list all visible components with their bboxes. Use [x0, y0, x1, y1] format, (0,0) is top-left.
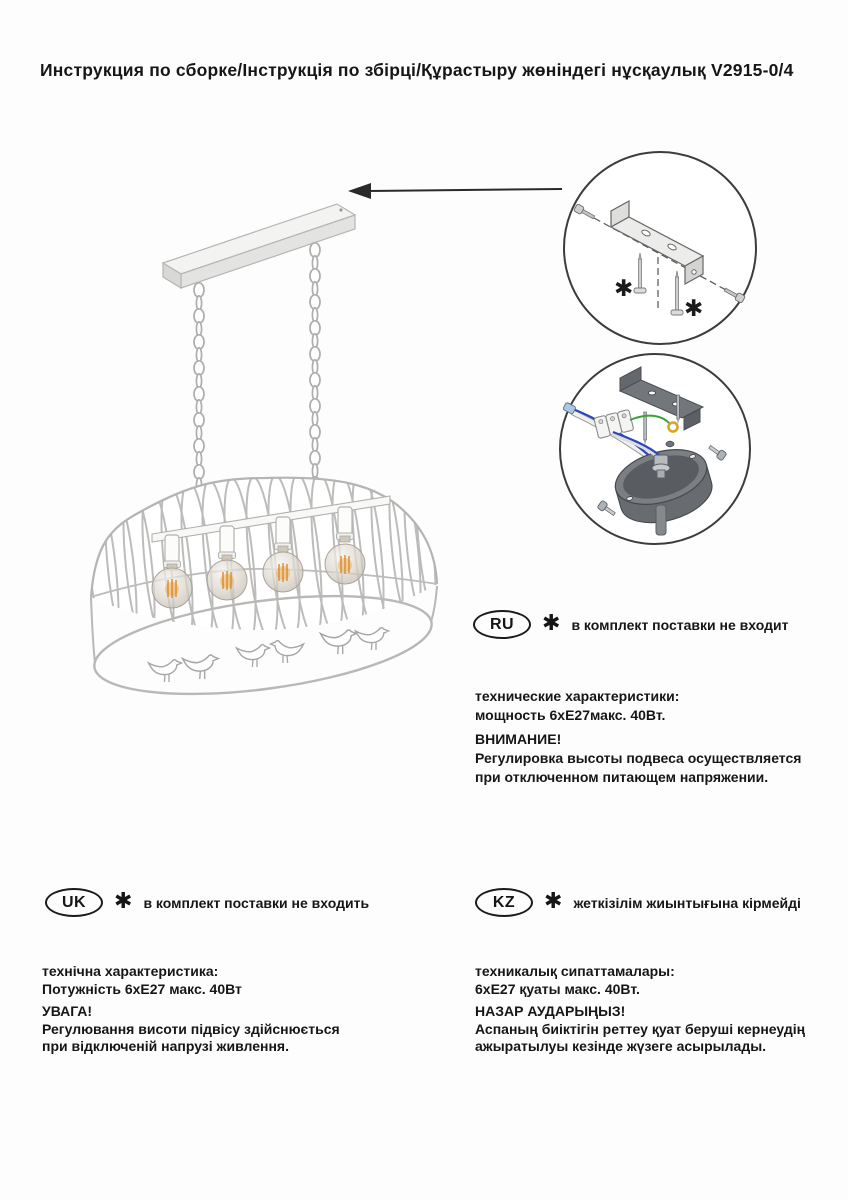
cage-dome: [81, 464, 453, 653]
kz-specs-power: 6хЕ27 қуаты макс. 40Вт.: [475, 980, 640, 997]
chain-left: [194, 283, 204, 518]
bird-2: [183, 655, 219, 679]
kz-badge-row: [475, 888, 801, 917]
uk-warning-line1: Регулювання висоти підвісу здійснюється: [42, 1020, 340, 1037]
hex-nut: [666, 441, 674, 447]
bird-3: [237, 645, 270, 667]
not-included-mark-1: ✱: [614, 276, 634, 302]
ru-language-badge: RU: [473, 610, 531, 639]
uk-asterisk-mark: ✱: [114, 888, 133, 914]
kz-not-included-note: жеткізілім жиынтығына кірмейді: [573, 894, 801, 911]
ru-specs-block: [475, 687, 801, 787]
decorative-birds: [149, 628, 389, 682]
chain-right: [310, 243, 320, 504]
bird-4: [271, 641, 304, 663]
not-included-mark-2: ✱: [684, 296, 704, 322]
cup-stem: [656, 505, 666, 535]
ru-warning-title: ВНИМАНИЕ!: [475, 731, 562, 747]
ru-badge-row: [473, 610, 788, 639]
kz-language-badge: KZ: [475, 888, 533, 917]
kz-warning-line1: Аспаның биіктігін реттеу қуат беруші кернеудің: [475, 1020, 806, 1037]
ru-not-included-note: в комплект поставки не входит: [571, 616, 789, 633]
pointer-arrow: [348, 183, 562, 199]
kz-warning-line2: ажыратылуы кезінде жүзеге асырылады.: [475, 1038, 767, 1054]
uk-not-included-note: в комплект поставки не входить: [143, 894, 370, 911]
ru-asterisk-mark: ✱: [542, 610, 561, 636]
bird-5: [321, 630, 357, 654]
detail-circle-bracket: [564, 152, 756, 344]
page-title: Инструкция по сборке/Інструкція по збірці/Құрастыру жөніндегі нұсқаулық V2915-0/4: [40, 60, 794, 80]
ru-warning-line1: Регулировка высоты подвеса осуществляется: [475, 750, 802, 766]
bird-6: [356, 628, 389, 650]
uk-specs-title: технічна характеристика:: [42, 963, 219, 979]
uk-specs-power: Потужність 6хЕ27 макс. 40Вт: [42, 980, 242, 997]
ru-specs-title: технические характеристики:: [475, 688, 680, 704]
ru-warning-line2: при отключенном питающем напряжении.: [475, 769, 769, 785]
pendant-lamp: [81, 204, 453, 711]
uk-specs-block: [42, 963, 340, 1056]
ru-specs-power: мощность 6хЕ27макс. 40Вт.: [475, 707, 666, 723]
uk-warning-line2: при відключеній напрузі живлення.: [42, 1038, 289, 1054]
bird-1: [149, 660, 182, 682]
uk-language-badge: UK: [45, 888, 103, 917]
assembly-illustration: [0, 100, 848, 740]
ceiling-plate: [163, 204, 355, 288]
uk-warning-title: УВАГА!: [42, 1003, 93, 1019]
kz-warning-title: НАЗАР АУДАРЫҢЫЗ!: [475, 1003, 626, 1019]
kz-specs-block: [475, 963, 805, 1056]
uk-badge-row: [45, 888, 369, 917]
kz-specs-title: техникалық сипаттамалары:: [475, 963, 675, 979]
kz-asterisk-mark: ✱: [544, 888, 563, 914]
detail-circle-canopy: [560, 354, 750, 544]
